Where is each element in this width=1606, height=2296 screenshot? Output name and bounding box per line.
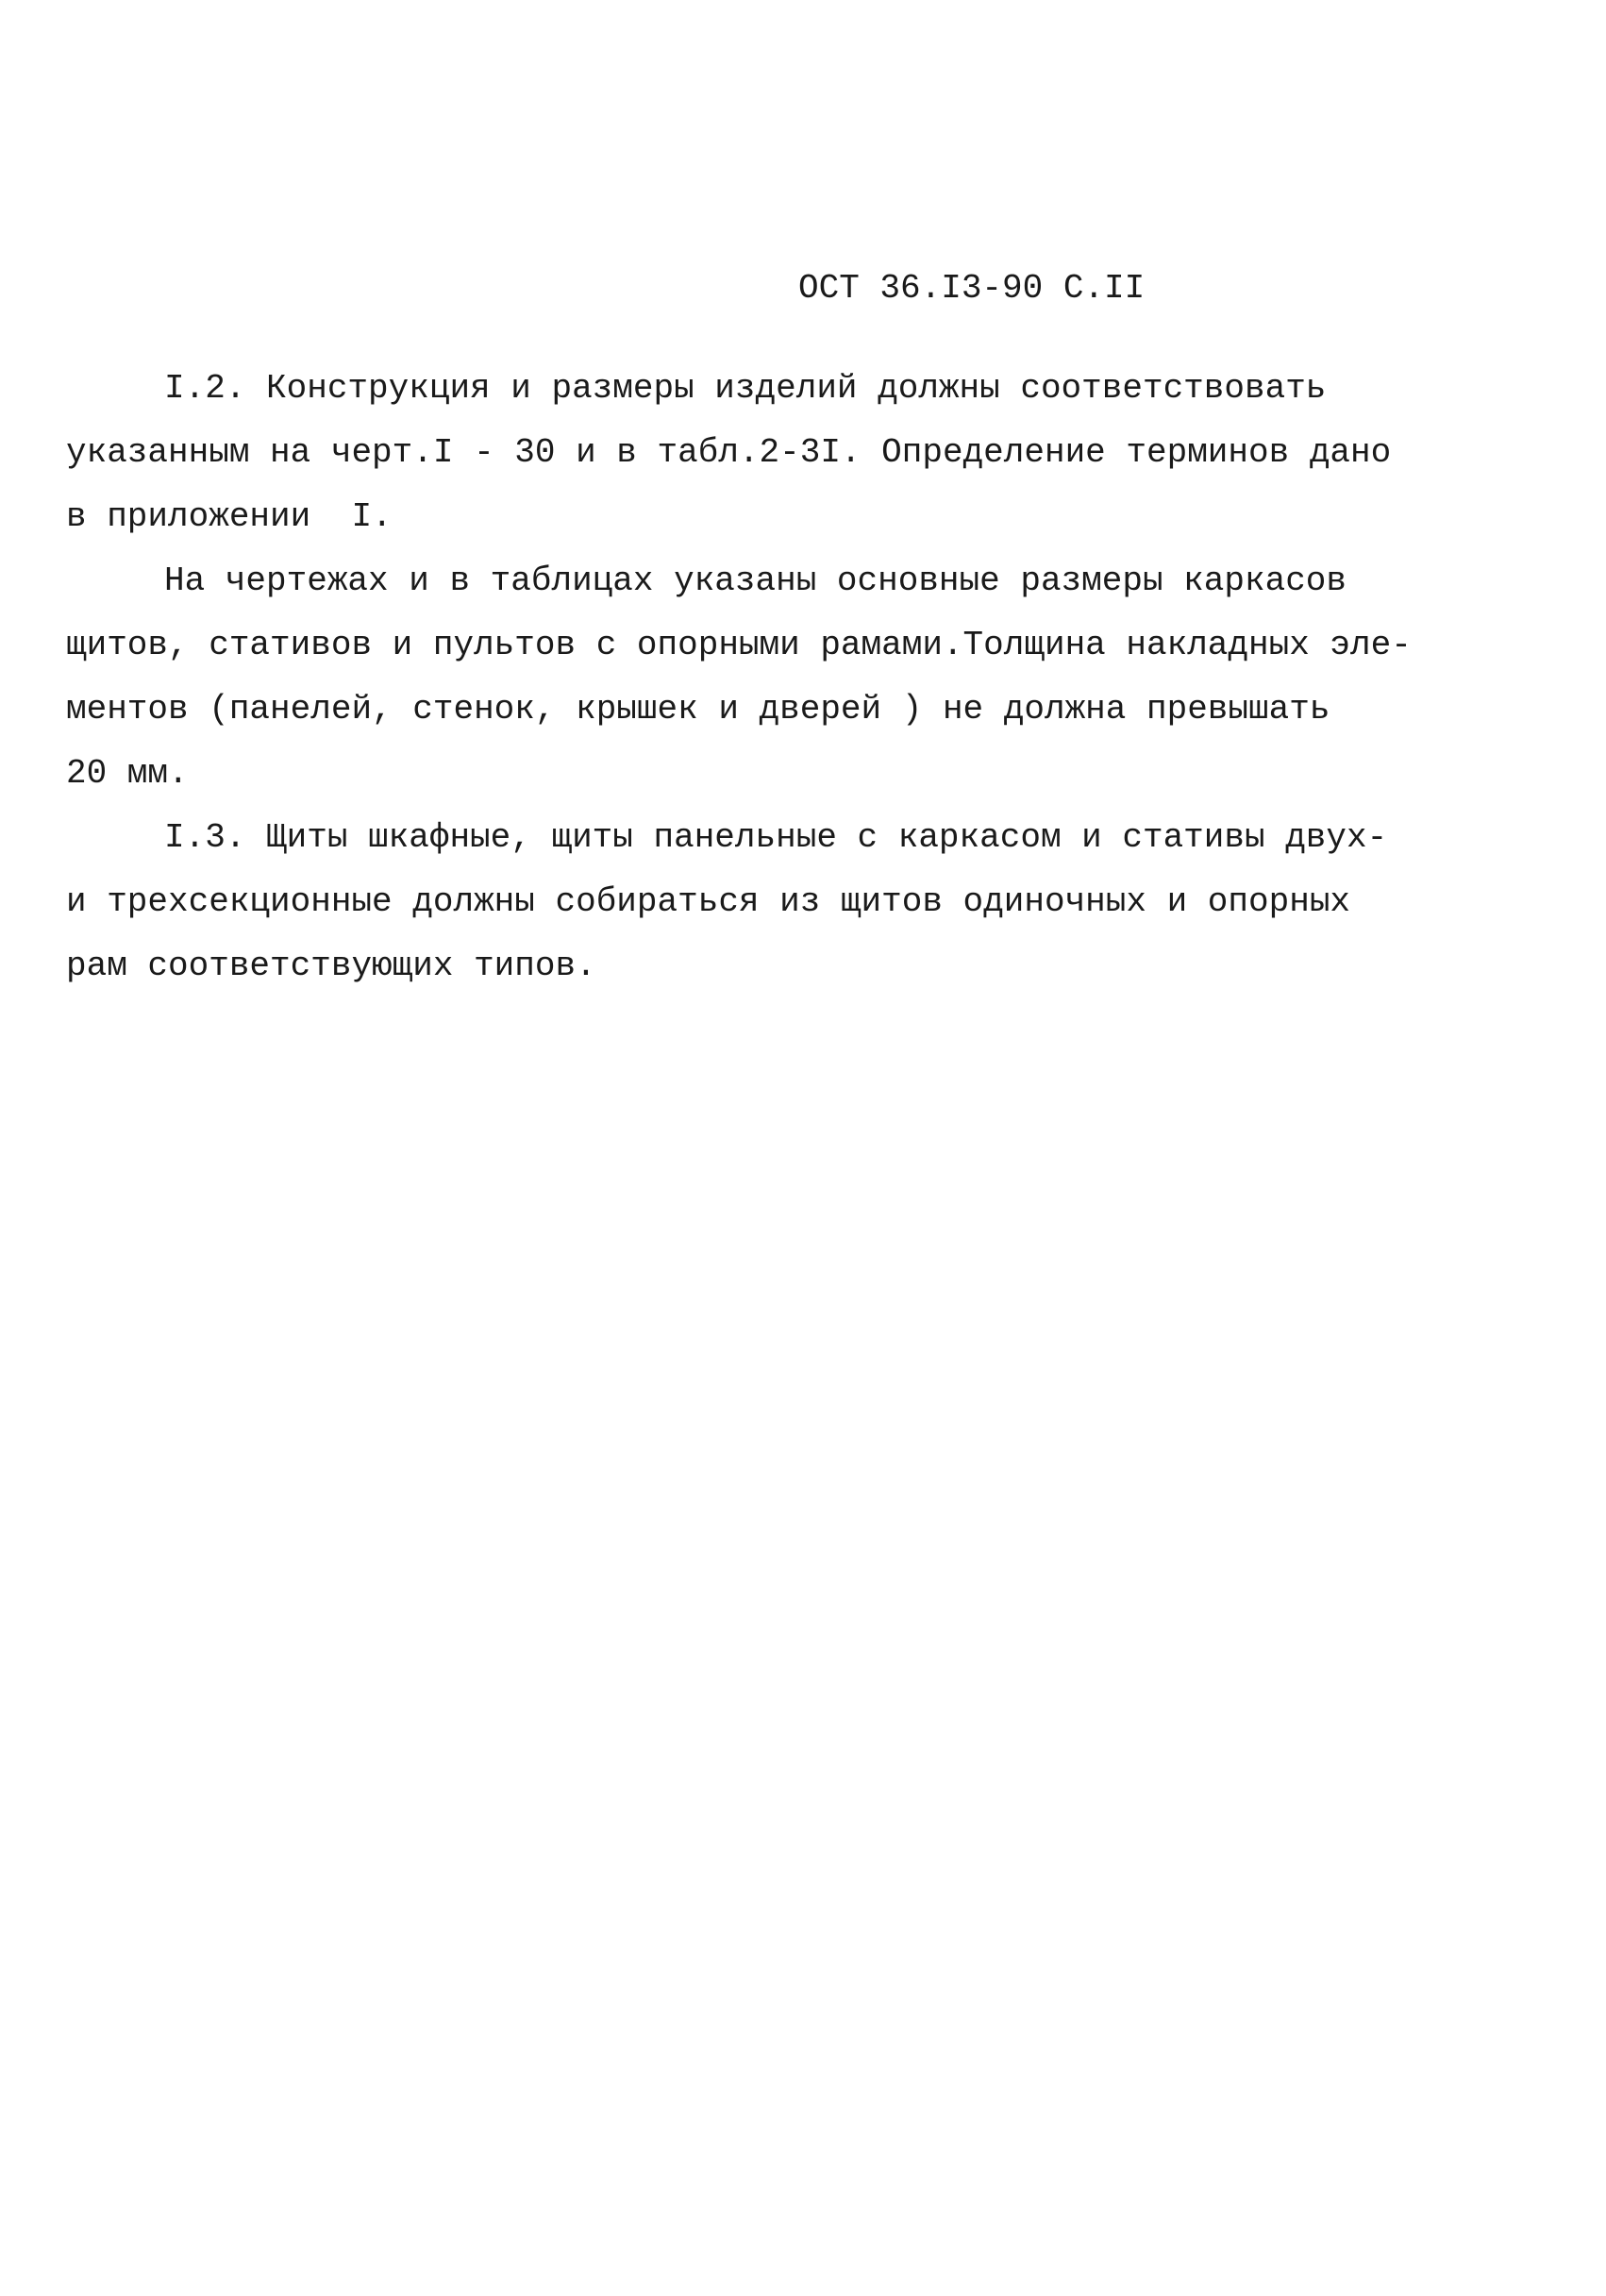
text-line: рам соответствующих типов.: [66, 947, 596, 985]
text-line: щитов, стативов и пультов с опорными рамами.Толщина накладных эле-: [66, 626, 1412, 664]
paragraph-1-3: [66, 806, 1406, 998]
paragraph-1-2: [66, 357, 1406, 549]
text-line: указанным на черт.I - 30 и в табл.2-3I. Определение терминов дано: [66, 433, 1392, 472]
text-line: I.3. Щиты шкафные, щиты панельные с каркасом и стативы двух-: [164, 818, 1388, 857]
text-line: ментов (панелей, стенок, крышек и дверей ) не должна превышать: [66, 690, 1330, 729]
text-line: в приложении I.: [66, 497, 393, 536]
text-line: и трехсекционные должны собираться из щитов одиночных и опорных: [66, 882, 1351, 921]
paragraph-drawings: [66, 549, 1412, 806]
document-body: [66, 357, 1412, 998]
text-line: I.2. Конструкция и размеры изделий должны соответствовать: [164, 369, 1327, 408]
text-line: На чертежах и в таблицах указаны основные размеры каркасов: [164, 561, 1347, 600]
page-header-code: ОСТ 36.I3-90 С.II: [798, 269, 1146, 308]
text-line: 20 мм.: [66, 754, 189, 793]
